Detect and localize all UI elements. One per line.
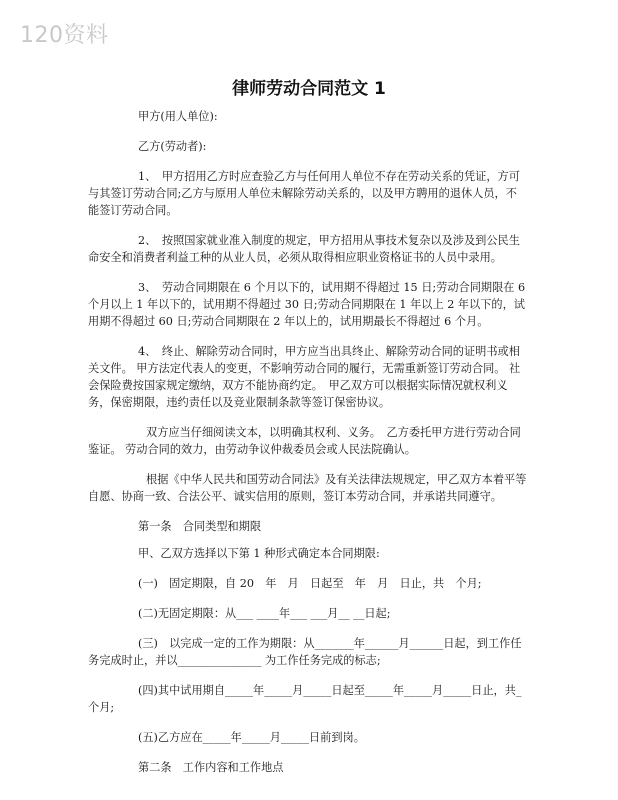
term-selection-line: 甲、乙双方选择以下第 1 种形式确定本合同期限: xyxy=(138,547,380,560)
reading-notice-paragraph: 双方应当仔细阅读文本，以明确其权利、义务。 乙方委托甲方进行劳动合同鉴证。 劳动合同的效力，由劳动争议仲裁委员会或人民法院确认。 xyxy=(88,426,521,456)
clause-1-paragraph: 1、 甲方招用乙方时应查验乙方与任何用人单位不存在劳动关系的凭证，方可与其签订劳动合同;乙方与原用人单位未解除劳动关系的，以及甲方聘用的退休人员，不能签订劳动合同。 xyxy=(88,170,520,217)
party-b-line: 乙方(劳动者): xyxy=(138,140,207,153)
probation-period-line: (四)其中试用期自_____年_____月_____日起至_____年_____月_____日止，共_个月; xyxy=(88,684,522,714)
watermark-logo: 120资料 xyxy=(20,23,109,48)
party-a-line: 甲方(用人单位): xyxy=(138,110,218,123)
legal-basis-paragraph: 根据《中华人民共和国劳动合同法》及有关法律法规规定，甲乙双方本着平等自愿、协商一致、合法公平、诚实信用的原则，签订本劳动合同，并承诺共同遵守。 xyxy=(88,473,527,503)
clause-4-paragraph: 4、 终止、解除劳动合同时，甲方应当出具终止、解除劳动合同的证明书或相关文件。 甲方法定代表人的变更，不影响劳动合同的履行，无需重新签订劳动合同。 社会保险费按国家规定缴纳，双方不能协商约定。 甲乙双方可以根据实际情况就权利义务，保密期限，违约责任以及竞业限制条款等签订保密协议。 xyxy=(88,345,521,409)
report-date-line: (五)乙方应在_____年_____月_____日前到岗。 xyxy=(138,731,365,744)
document-body xyxy=(88,108,528,789)
article-1-heading: 第一条 合同类型和期限 xyxy=(138,520,262,533)
term-option-task-based: (三) 以完成一定的工作为期限：从_______年______月______日起，到工作任务完成时止，并以_______________ 为工作任务完成的标志; xyxy=(88,637,522,667)
clause-3-paragraph: 3、 劳动合同期限在 6 个月以下的，试用期不得超过 15 日;劳动合同期限在 6 个月以上 1 年以下的，试用期不得超过 30 日;劳动合同期限在 1 年以上 2 年以下的，试用期不得超过 60 日;劳动合同期限在 2 年以上的，试用期最长不得超过 6 个月。 xyxy=(88,281,526,328)
term-option-open-ended: (二)无固定期限：从___ ____年___ ___月__ __日起; xyxy=(138,607,391,620)
clause-2-paragraph: 2、 按照国家就业准入制度的规定，甲方招用从事技术复杂以及涉及到公民生命安全和消费者利益工种的从业人员，必须从取得相应职业资格证书的人员中录用。 xyxy=(88,234,520,264)
document-title: 律师劳动合同范文 1 xyxy=(232,79,386,99)
article-2-heading: 第二条 工作内容和工作地点 xyxy=(138,761,284,774)
term-option-fixed: (一) 固定期限，自 20 年 月 日起至 年 月 日止，共 个月; xyxy=(138,577,482,590)
